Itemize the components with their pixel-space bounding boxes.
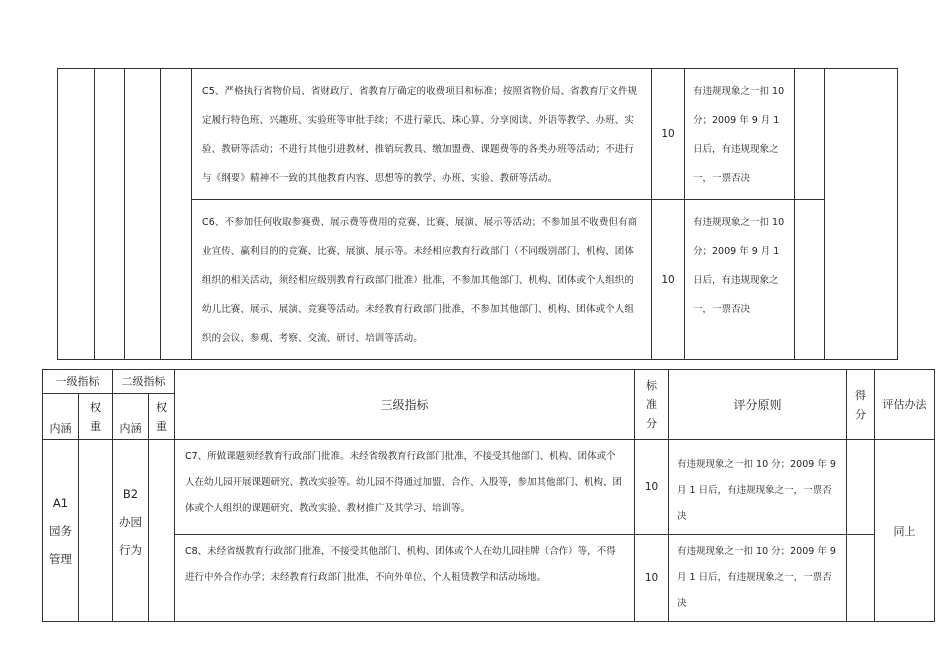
method-text: 同上 <box>893 524 916 538</box>
scoring-rule-cell <box>685 69 795 200</box>
standard-score-cell <box>652 200 685 360</box>
level3-header <box>175 370 635 440</box>
table-row <box>43 535 935 622</box>
standard-score: 10 <box>644 481 659 493</box>
weight-header-text: 权重 <box>90 400 101 433</box>
score-header-text: 得分 <box>855 388 866 421</box>
level1-weight-header <box>79 394 113 440</box>
level2-weight-cell <box>161 69 192 360</box>
principle-header <box>669 370 847 440</box>
content-header-text: 内涵 <box>119 422 142 435</box>
scoring-rule: 有违规现象之一扣 10 分；2009 年 9 月 1 日后，有违规现象之一，一票否决 <box>693 86 785 184</box>
method-header-text: 评估办法 <box>882 397 927 411</box>
method-cell <box>825 69 898 360</box>
table-row <box>43 440 935 535</box>
level1-content-text: A1 园务管理 <box>49 495 72 566</box>
method-header <box>875 370 935 440</box>
level1-content-cell <box>43 440 79 622</box>
level2-weight-header <box>149 394 175 440</box>
scoring-rule-cell <box>669 535 847 622</box>
level3-header-text: 三级指标 <box>380 398 429 412</box>
scoring-rule: 有违规现象之一扣 10 分；2009 年 9 月 1 日后，有违规现象之一，一票否决 <box>693 217 785 315</box>
obtained-score-cell <box>795 200 825 360</box>
weight-header-text: 权重 <box>156 400 167 433</box>
level1-content-cell <box>58 69 95 360</box>
standard-score: 10 <box>661 128 675 140</box>
standard-score: 10 <box>644 572 659 584</box>
criteria-table-continued <box>57 68 898 360</box>
obtained-score-cell <box>847 440 875 535</box>
criteria-table <box>42 369 935 622</box>
content-header-text: 内涵 <box>49 422 72 435</box>
standard-score-cell <box>652 69 685 200</box>
obtained-score-cell <box>795 69 825 200</box>
level2-header-text: 二级指标 <box>121 374 166 388</box>
criterion-c5 <box>192 69 652 200</box>
criterion-text: C6、不参加任何收取参赛费、展示费等费用的竞赛、比赛、展演、展示等活动；不参加虽不收费但有商业宣传、赢利目的的竞赛、比赛、展演、展示等。未经相应教育行政部门（不同级别部门、机构、团体组织的相关活动，须经相应级别教育行政部门批准）批准，不参加其他部门、机构、团体或个人组织的幼儿比赛、展示、展演、竞赛等活动。未经教育行政部门批准，不参加其他部门、机构、团体或个人组织的会议、参观、考察、交流、研讨、培训等活动。 <box>202 217 638 344</box>
criterion-c6 <box>192 200 652 360</box>
level2-header <box>113 370 175 394</box>
standard-score-cell <box>635 535 669 622</box>
level1-weight-cell <box>95 69 125 360</box>
level2-content-cell <box>113 440 149 622</box>
level2-content-text: B2 办园行为 <box>119 487 142 557</box>
scoring-rule-cell <box>669 440 847 535</box>
scoring-rule-cell <box>685 200 795 360</box>
level2-content-header <box>113 394 149 440</box>
level1-header <box>43 370 113 394</box>
principle-header-text: 评分原则 <box>733 398 782 412</box>
standard-score-header <box>635 370 669 440</box>
obtained-score-cell <box>847 535 875 622</box>
header-row <box>43 370 935 394</box>
scoring-rule: 有违规现象之一扣 10 分；2009 年 9 月 1 日后，有违规现象之一，一票否决 <box>677 459 836 522</box>
score-header <box>847 370 875 440</box>
standard-score: 10 <box>661 273 675 286</box>
level1-header-text: 一级指标 <box>55 374 100 388</box>
criterion-c7 <box>175 440 635 535</box>
criterion-text: C5、严格执行省物价局、省财政厅、省教育厅确定的收费项目和标准；按照省物价局、省教育厅文件规定履行特色班、兴趣班、实验班等审批手续；不进行蒙氏、珠心算、分享阅读、外语等教学、办班、实验、教研等活动；不进行其他引进教材、推销玩教具、缴加盟费、课题费等的各类办班等活动；不进行与《纲要》精神不一致的其他教育内容、思想等的教学、办班、实验、教研等活动。 <box>202 86 638 184</box>
table-row <box>58 69 898 200</box>
level1-weight-cell <box>79 440 113 622</box>
standard-score-cell <box>635 440 669 535</box>
level2-weight-cell <box>149 440 175 622</box>
level1-content-header <box>43 394 79 440</box>
method-cell <box>875 440 935 622</box>
criterion-text: C8、未经省级教育行政部门批准，不接受其他部门、机构、团体或个人在幼儿园挂牌（合作）等，不得进行中外合作办学；未经教育行政部门批准，不向外单位、个人租赁教学和活动场地。 <box>185 546 616 583</box>
criterion-text: C7、所做课题须经教育行政部门批准。未经省级教育行政部门批准，不接受其他部门、机构、团体或个人在幼儿园开展课题研究、教改实验等。幼儿园不得通过加盟、合作、入股等，参加其他部门、机构、团体或个人组织的课题研究、教改实验、教材推广及其学习、培训等。 <box>185 451 623 514</box>
criterion-c8 <box>175 535 635 622</box>
standard-score-header-text: 标准分 <box>646 379 657 430</box>
level2-content-cell <box>125 69 161 360</box>
scoring-rule: 有违规现象之一扣 10 分；2009 年 9 月 1 日后，有违规现象之一，一票否决 <box>677 546 836 609</box>
